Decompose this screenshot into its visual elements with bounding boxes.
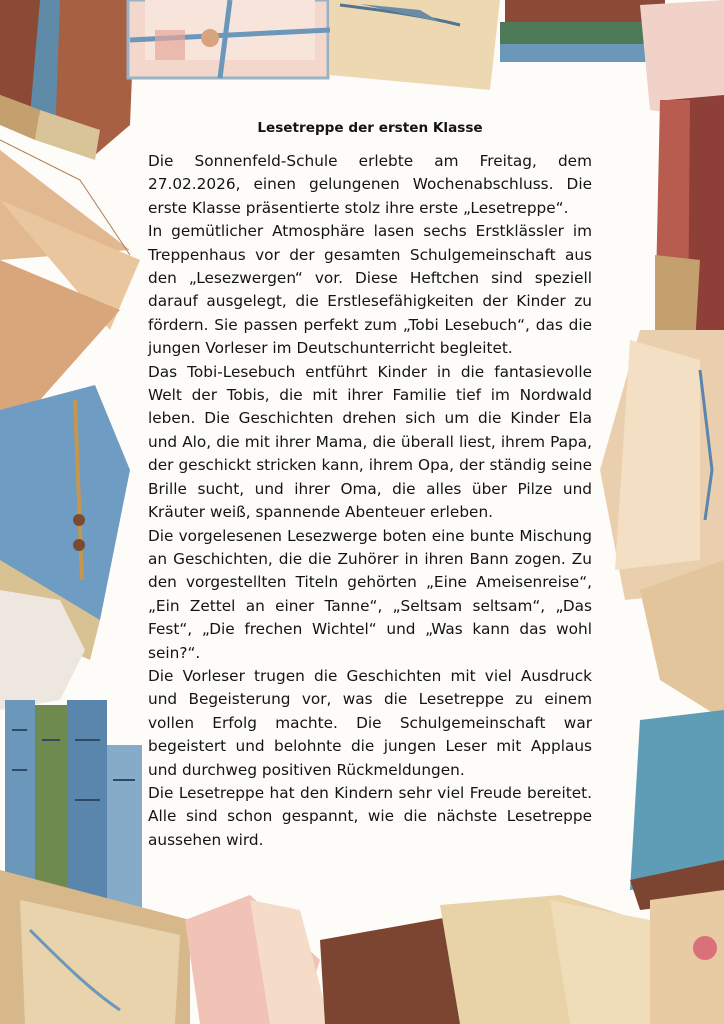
bottom-letters-illustration (185, 895, 330, 1024)
envelopes-illustration (128, 0, 330, 78)
top-left-books-illustration (0, 0, 135, 160)
paragraph: Das Tobi-Lesebuch entführt Kinder in die fantasievolle Welt der Tobis, die mit ihrer Familie tief im Nordwald leben. Die Geschichten drehen sich um die Kinder Ela und Alo, die mit ihrer Mama, die überall liest, ihrem Papa, der geschickt stricken kann, ihrem Opa, der ständig seine Brille sucht, und ihrer Oma, die alles über Pilze und Kräuter weiß, spannende Abenteuer erleben. (148, 362, 592, 522)
article-title: Lesetreppe der ersten Klasse (257, 120, 483, 136)
article (148, 118, 592, 852)
paper-fan-illustration (0, 140, 140, 420)
paragraph: Die Sonnenfeld-Schule erlebte am Freitag, dem 27.02.2026, einen gelungenen Wochenabschluss. Die erste Klasse präsentierte stolz ihre erste „Lesetreppe“. (148, 152, 592, 217)
paragraph: Die vorgelesenen Lesezwerge boten eine bunte Mischung an Geschichten, die die Zuhörer in ihren Bann zogen. Zu den vorgestellten Titeln gehörten „Eine Ameisenreise“, „Ein Zettel an einer Tanne“, „Seltsam seltsam“, „Das Fest“, „Die frechen Wichtel“ und „Was kann das wohl sein?“. (148, 526, 592, 662)
bottom-books-illustration (320, 895, 650, 1024)
article-body (148, 150, 592, 852)
paragraph: In gemütlicher Atmosphäre lasen sechs Erstklässler im Treppenhaus vor der gesamten Schulgemeinschaft aus den „Lesezwergen“ vor. Diese Heftchen sind speziell darauf ausgelegt, die Erstlesefähigkeiten der Kinder zu fördern. Sie passen perfekt zum „Tobi Lesebuch“, das die jungen Vorleser im Deutschunterricht begleitet. (148, 222, 592, 358)
feather-scroll-illustration (330, 0, 500, 90)
right-open-book-illustration (600, 330, 724, 600)
paragraph: Die Lesetreppe hat den Kindern sehr viel Freude bereitet. Alle sind schon gespannt, wie die nächste Lesetreppe aussehen wird. (148, 783, 592, 849)
paragraph: Die Vorleser trugen die Geschichten mit viel Ausdruck und Begeisterung vor, was die Lesetreppe zu einem vollen Erfolg machte. Die Schulgemeinschaft war begeistert und belohnte die jungen Leser mit Applaus und durchweg positiven Rückmeldungen. (148, 666, 592, 779)
